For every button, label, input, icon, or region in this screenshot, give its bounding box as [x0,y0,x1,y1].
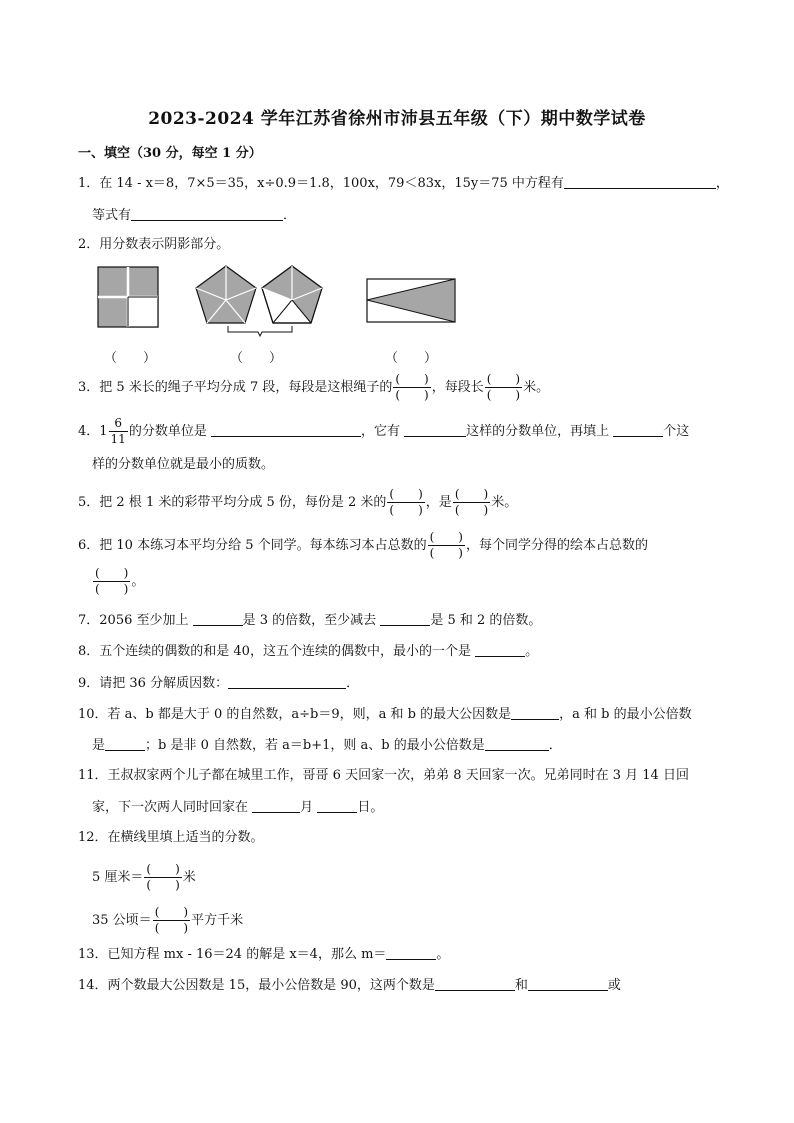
question-12-text: 12．在横线里填上适当的分数。 [78,830,264,845]
question-11-line-2 [92,798,383,817]
punctuation: ， [715,176,729,191]
question-10-text: 10．若 a、b 都是大于 0 的自然数，a÷b＝9，则，a 和 b 的最大公因数是 [78,707,512,722]
question-7 [78,611,541,630]
punctuation: ． [346,676,360,691]
rectangle-figure [367,279,455,322]
answer-blank[interactable] [252,798,300,813]
punctuation: ． [548,738,562,753]
answer-blank[interactable] [386,945,436,960]
question-11-text: 家，下一次两人同时回家在 [92,800,249,815]
question-3-text-2: ，每段长 [431,380,484,395]
fraction-blank[interactable]: $\frac{( )}{( )}$ [95,566,129,596]
question-4-line-2: 样的分数单位就是最小的质数。 [92,457,275,472]
question-5-text: 5．把 2 根 1 米的彩带平均分成 5 份，每份是 2 米的 [78,495,387,510]
question-4-text-4: 这样的分数单位，再填上 [466,424,610,439]
question-10-text-4: ；b 是非 0 自然数，若 a＝b+1，则 a、b 的最小公倍数是 [145,738,485,753]
brace [228,326,292,336]
square-figure [98,267,158,327]
pentagon-figure-1 [196,266,256,323]
question-1-text: 1．在 14 - x＝8，7×5＝35，x÷0.9＝1.8，100x，79＜83x，15y＝75 中方程有 [78,176,564,191]
question-7-text-3: 是 5 和 2 的倍数。 [430,613,542,628]
question-7-text: 7．2056 至少加上 [78,613,189,628]
answer-blank[interactable] [380,611,430,626]
question-12-label-2: 35 公顷＝ [92,913,152,928]
question-1-text-2: 等式有 [92,208,132,223]
fraction-blank[interactable]: $\frac{( )}{( )}$ [454,487,489,517]
question-14 [78,976,621,995]
question-3-text: 3．把 5 米长的绳子平均分成 7 段，每段是这根绳子的 [78,380,393,395]
fraction-blank[interactable]: $\frac{( )}{( )}$ [154,905,189,935]
question-4-line-1 [78,416,689,447]
question-6-line-2 [92,566,144,597]
question-6-line-1 [78,530,648,561]
question-5-text-3: 米。 [491,495,518,510]
fraction-blank[interactable]: $\frac{( )}{( )}$ [429,530,463,560]
answer-blank[interactable] [564,174,716,189]
question-14-text: 14．两个数最大公因数是 15，最小公倍数是 90，这两个数是 [78,978,435,993]
shaded-figures [90,262,470,338]
unit-label: 平方千米 [191,913,244,928]
answer-blank[interactable] [485,736,549,751]
punctuation: 。 [436,947,450,962]
answer-blank[interactable] [105,736,145,751]
question-5-text-2: ，是 [425,495,452,510]
question-10-text-2: ，a 和 b 的最小公倍数 [559,707,692,722]
answer-blank[interactable] [404,422,466,437]
question-10-text-3: 是 [92,738,106,753]
question-8-text: 8．五个连续的偶数的和是 40，这五个连续的偶数中，最小的一个是 [78,644,471,659]
punctuation: ． [283,208,297,223]
question-4-text-3: ，它有 [360,424,400,439]
question-11-text-3: 日。 [357,800,384,815]
answer-blank[interactable] [528,976,608,991]
punctuation: 。 [525,644,539,659]
question-6-text-2: ，每个同学分得的绘本占总数的 [466,538,649,553]
fraction-blank[interactable]: $\frac{( )}{( )}$ [486,372,521,402]
question-6-text: 6．把 10 本练习本平均分给 5 个同学。每本练习本占总数的 [78,538,427,553]
punctuation: 。 [131,574,145,589]
answer-parentheses-2[interactable]: （ ） [230,351,283,366]
question-11-line-1: 11．王叔叔家两个儿子都在城里工作，哥哥 6 天回家一次，弟弟 8 天回家一次。兄弟同时在 3 月 14 日回 [78,768,689,783]
question-1-line-1 [78,174,729,193]
question-8 [78,642,538,661]
unit-label: 米 [182,870,196,885]
question-3-text-3: 米。 [523,380,550,395]
question-10-line-2 [92,736,562,755]
question-7-text-2: 是 3 的倍数，至少减去 [242,613,377,628]
answer-blank[interactable] [193,611,243,626]
question-1-line-2 [92,206,296,225]
fraction-blank[interactable]: $\frac{( )}{( )}$ [146,862,180,892]
pentagon-figure-2 [262,266,322,323]
question-9-text: 9．请把 36 分解质因数： [78,676,229,691]
answer-blank[interactable] [228,674,346,689]
answer-blank[interactable] [613,422,663,437]
exam-title: 2023-2024 学年江苏省徐州市沛县五年级（下）期中数学试卷 [148,109,646,129]
answer-blank[interactable] [511,705,559,720]
fraction-blank[interactable]: $\frac{( )}{( )}$ [389,487,423,517]
question-10-line-1 [78,705,692,724]
question-14-text-2: 和 [514,978,528,993]
question-5 [78,487,517,518]
answer-blank[interactable] [435,976,515,991]
question-4-text: 4．1 [78,424,108,439]
section-heading: 一、填空（30 分，每空 1 分） [78,146,262,161]
question-13-text: 13．已知方程 mx - 16＝24 的解是 x＝4，那么 m＝ [78,947,387,962]
question-12-item-1 [92,862,196,893]
mixed-number-fraction: $\frac{6}{11}$ [110,416,126,446]
question-4-text-2: 的分数单位是 [128,424,207,439]
answer-parentheses-1[interactable]: （ ） [104,351,157,366]
question-3 [78,372,549,403]
question-11-text-2: 月 [300,800,314,815]
answer-blank[interactable] [317,798,357,813]
question-14-text-3: 或 [607,978,621,993]
question-2-text: 2．用分数表示阴影部分。 [78,237,230,252]
fraction-blank[interactable]: $\frac{( )}{( )}$ [395,372,429,402]
question-12-item-2 [92,905,243,936]
answer-blank[interactable] [131,206,283,221]
answer-parentheses-3[interactable]: （ ） [385,351,438,366]
question-13 [78,945,449,964]
answer-blank[interactable] [211,422,361,437]
question-12-label-1: 5 厘米＝ [92,870,144,885]
question-9 [78,674,359,693]
question-4-text-5: 个这 [663,424,690,439]
answer-blank[interactable] [475,642,525,657]
